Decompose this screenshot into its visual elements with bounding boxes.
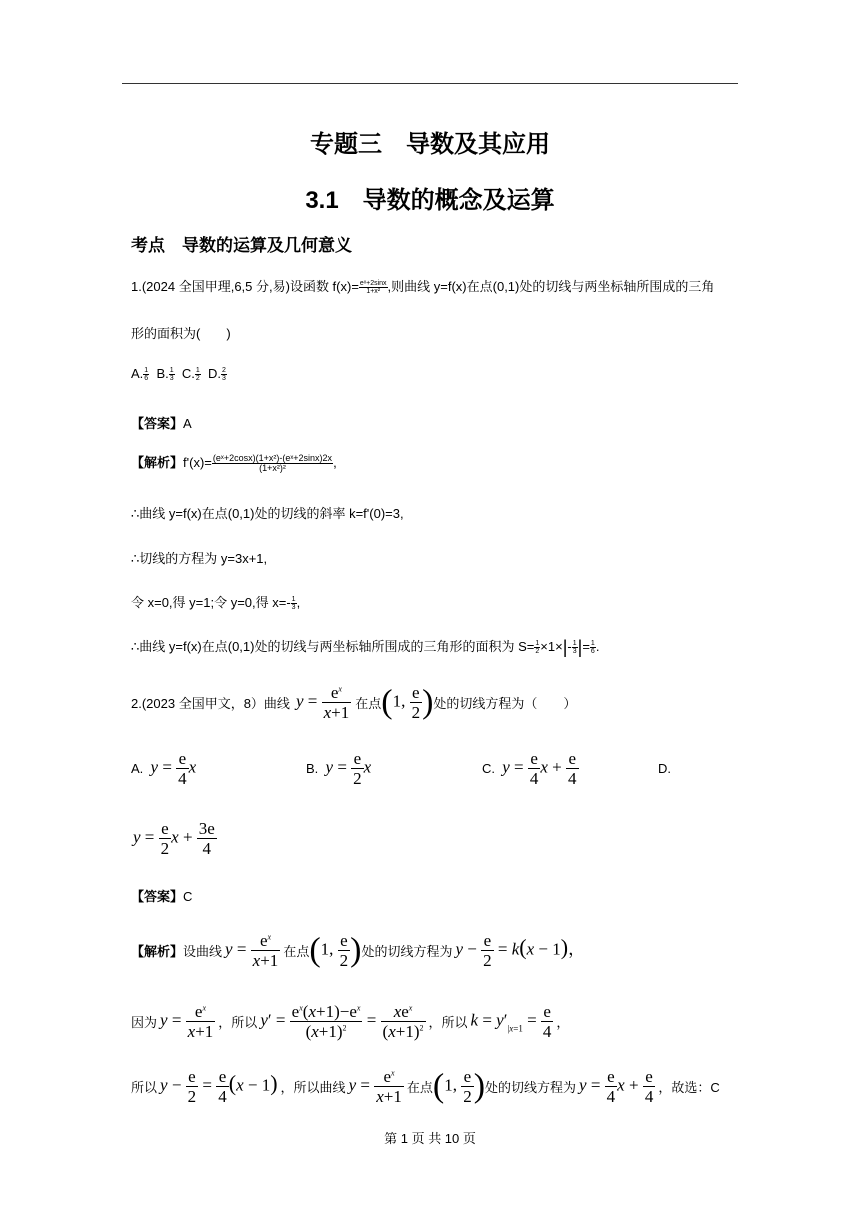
q1-tangent-line: ∴切线的方程为 y=3x+1, [131, 551, 268, 566]
q1-answer-tag: 【答案】 [131, 416, 184, 431]
q1-slope-line: ∴曲线 y=f(x)在点(0,1)处的切线的斜率 k=f'(0)=3, [131, 506, 404, 521]
q1-answer-value: A [183, 416, 192, 431]
q2-a2-mid1: ，所以 [218, 1014, 258, 1030]
q1-stem-frac-den: 1+x² [366, 288, 381, 296]
q1-intercepts-fraction: $\frac{1}{3}$ [291, 596, 296, 612]
q1-area-eq: = [582, 639, 590, 654]
q2-stem-suffix: 处的切线方程为（ ） [433, 695, 577, 711]
q2-answer-tag: 【答案】 [131, 889, 184, 904]
q2-analysis-line2: 因为 y = $\frac{e^x}{x+1}$ ，所以 y′ = $\frac{e^x(x+1)-e^x}{(x+1)^2}$ = $\frac{xe^x}{(x+1)^2}$ ，所以 $k = y'_{|x=1}$ = $\frac{e}{4}$ ， [131, 1001, 570, 1041]
q1-intercepts-line [131, 592, 300, 611]
q1-option-a: A. $\frac{1}{6}$ [131, 366, 149, 383]
q2-stem-mid: 在点 [355, 695, 382, 711]
q2-option-c: C. y = $\frac{e}{4}$ x + $\frac{e}{4}$ [482, 748, 577, 788]
topic-title: 考点 导数的运算及几何意义 [131, 236, 352, 255]
q1-analysis-tag: 【解析】 [131, 455, 184, 470]
q1-option-d: D. $\frac{2}{3}$ [208, 366, 226, 383]
q2-a3-mid3: 处的切线方程为 [485, 1079, 577, 1095]
q1-option-c: C. $\frac{1}{2}$ [181, 366, 200, 383]
q1-stem-line1 [131, 276, 714, 295]
q1-deriv-suffix: , [333, 455, 337, 470]
q2-a2-prefix: 因为 [131, 1014, 158, 1030]
q1-derivative-fraction [212, 454, 333, 473]
q1-analysis-derivative [131, 452, 337, 473]
q1-stem-frac-num: eˣ+2sinx [359, 280, 387, 288]
q2-answer-value: C [183, 889, 193, 904]
q1-stem-prefix: 1.(2024 全国甲理,6,5 分,易)设函数 f(x)= [131, 279, 359, 294]
q1-area-mid: ×1× [540, 639, 563, 654]
q2-stem-curve: y = $\frac{e^x}{x+1}$ [295, 682, 350, 722]
q2-a1-mid: 在点 [283, 943, 310, 959]
q2-a2-suffix: ， [556, 1014, 570, 1030]
q1-stem-line2: 形的面积为( ) [131, 326, 231, 341]
q2-a1-prefix: 设曲线 [183, 943, 223, 959]
q1-intercepts-prefix: 令 x=0,得 y=1;令 y=0,得 x=- [131, 595, 291, 610]
q2-option-a: A. y = $\frac{e}{4}$ x [131, 748, 197, 788]
q2-answer [131, 886, 192, 905]
q1-deriv-prefix: f'(x)= [183, 455, 212, 470]
q2-a3-prefix: 所以 [131, 1079, 158, 1095]
header-rule [122, 83, 738, 84]
q1-area-neg: - [567, 639, 572, 654]
q1-area-line: ∴曲线 y=f(x)在点(0,1)处的切线与两坐标轴所围成的三角形的面积为 S= $\frac{1}{2}$ ×1×|- $\frac{1}{3}$ |= $\frac{1}{6}$ . [131, 637, 600, 658]
chapter-title: 专题三 导数及其应用 [310, 131, 550, 158]
q2-a3-mid: ，所以曲线 [280, 1079, 346, 1095]
q1-area-frac1: $\frac{1}{2}$ [535, 640, 540, 656]
q1-stem-suffix: ,则曲线 y=f(x)在点(0,1)处的切线与两坐标轴所围成的三角 [387, 279, 715, 294]
q2-a2-mid2: ，所以 [428, 1014, 468, 1030]
q2-stem-point: (1, $\frac{e}{2}$ ) [381, 682, 434, 722]
q1-area-frac3: $\frac{1}{6}$ [590, 640, 595, 656]
q1-stem-fraction [359, 280, 388, 295]
q2-a1-suffix: 处的切线方程为 [361, 943, 453, 959]
q1-options [131, 366, 227, 382]
q1-deriv-num: (eˣ+2cosx)(1+x²)-(eˣ+2sinx)2x [212, 453, 333, 464]
q2-a3-mid2: 在点 [406, 1079, 433, 1095]
q2-a3-suffix: ，故选：C [658, 1079, 720, 1095]
q1-area-prefix: ∴曲线 y=f(x)在点(0,1)处的切线与两坐标轴所围成的三角形的面积为 S= [131, 639, 535, 654]
q1-intercepts-suffix: , [296, 595, 301, 610]
section-title: 3.1 导数的概念及运算 [305, 187, 555, 214]
q2-analysis-tag: 【解析】 [131, 943, 184, 959]
q2-stem-prefix: 2.(2023 全国甲文，8）曲线 [131, 695, 290, 711]
q1-deriv-den: (1+x²)² [259, 463, 286, 474]
q2-option-b: B. y = $\frac{e}{2}$ x [306, 748, 372, 788]
q2-option-d: y = $\frac{e}{2}$ x + $\frac{3e}{4}$ [133, 818, 215, 858]
q2-stem [131, 680, 576, 724]
page-footer: 第 1 页 共 10 页 [384, 1131, 476, 1146]
q2-option-d-label: D. [658, 760, 671, 776]
q2-analysis-line3: 所以 y − $\frac{e}{2}$ = $\frac{e}{4}$ (x − 1) ，所以曲线 y = $\frac{e^x}{x+1}$ 在点 (1, $\frac{e}{2}$ ) 处的切线方程为 y = $\frac{e}{4}$ x + $\frac{e}{4}$ ，故选：C [131, 1066, 720, 1106]
q1-option-b: B. $\frac{1}{3}$ [156, 366, 174, 383]
q2-analysis-line1: 【解析】 设曲线 y = $\frac{e^x}{x+1}$ 在点 (1, $\frac{e}{2}$ ) 处的切线方程为 y − $\frac{e}{2}$ = k(x − 1)， [131, 930, 586, 970]
q1-area-frac2: $\frac{1}{3}$ [572, 640, 577, 656]
q1-answer [131, 413, 192, 432]
q1-area-suffix: . [595, 639, 600, 654]
